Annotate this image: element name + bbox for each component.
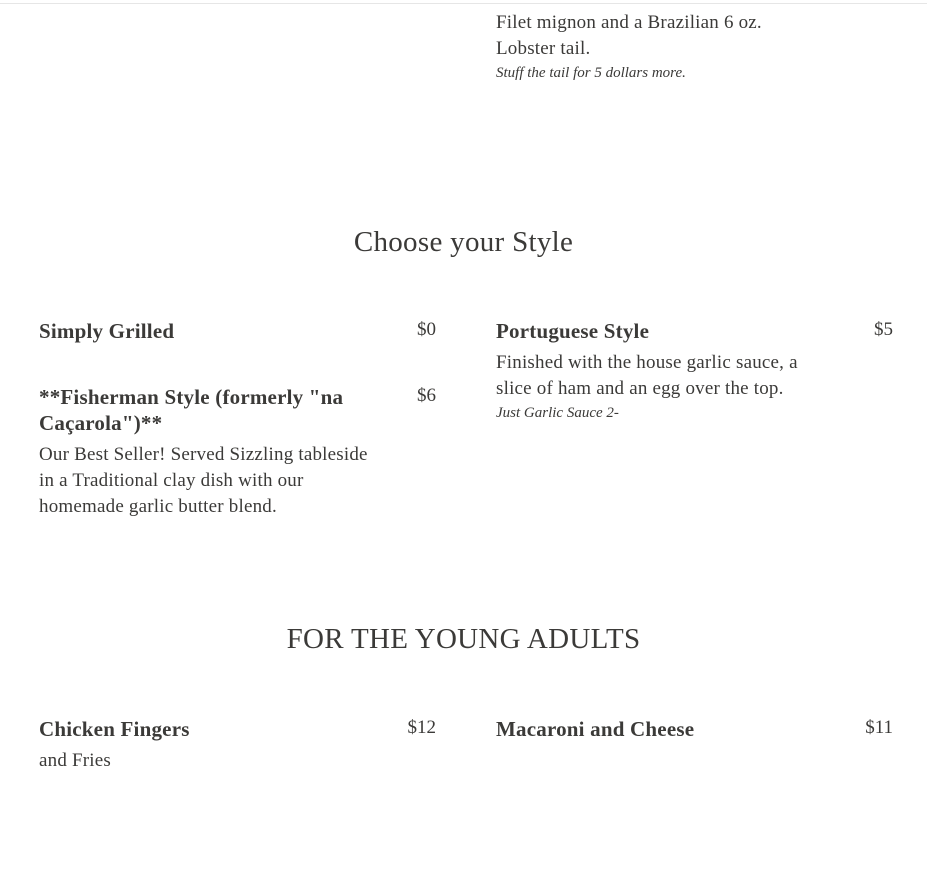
item-description: Our Best Seller! Served Sizzling tableside in a Traditional clay dish with our homemade garlic butter blend. [39, 444, 368, 517]
item-price: $5 [874, 319, 893, 340]
item-price: $6 [417, 385, 436, 406]
item-name: Portuguese Style [496, 319, 650, 343]
item-price: $0 [417, 319, 436, 340]
menu-item-macaroni-and-cheese [496, 716, 893, 742]
menu-item-fisherman-style [39, 384, 436, 520]
item-name: **Fisherman Style (formerly "na Caçarola")** [39, 385, 344, 435]
item-note: Just Garlic Sauce 2- [496, 405, 619, 421]
menu-item-simply-grilled [39, 318, 436, 344]
item-description: Finished with the house garlic sauce, a slice of ham and an egg over the top. [496, 352, 798, 399]
top-divider [0, 3, 927, 4]
item-name: Chicken Fingers [39, 717, 190, 741]
menu-item-portuguese-style [496, 318, 893, 424]
section-title-style: Choose your Style [353, 226, 574, 258]
carry-over-description: Filet mignon and a Brazilian 6 oz. Lobster tail. [496, 12, 762, 59]
item-name: Simply Grilled [39, 319, 175, 343]
item-price: $12 [407, 717, 436, 738]
item-description: and Fries [39, 750, 111, 771]
menu-item-chicken-fingers [39, 716, 436, 774]
carry-over-note: Stuff the tail for 5 dollars more. [496, 65, 686, 81]
item-name: Macaroni and Cheese [496, 717, 695, 741]
carry-over-item [496, 10, 826, 84]
section-title-young-adults: FOR THE YOUNG ADULTS [286, 623, 641, 655]
item-price: $11 [865, 717, 893, 738]
